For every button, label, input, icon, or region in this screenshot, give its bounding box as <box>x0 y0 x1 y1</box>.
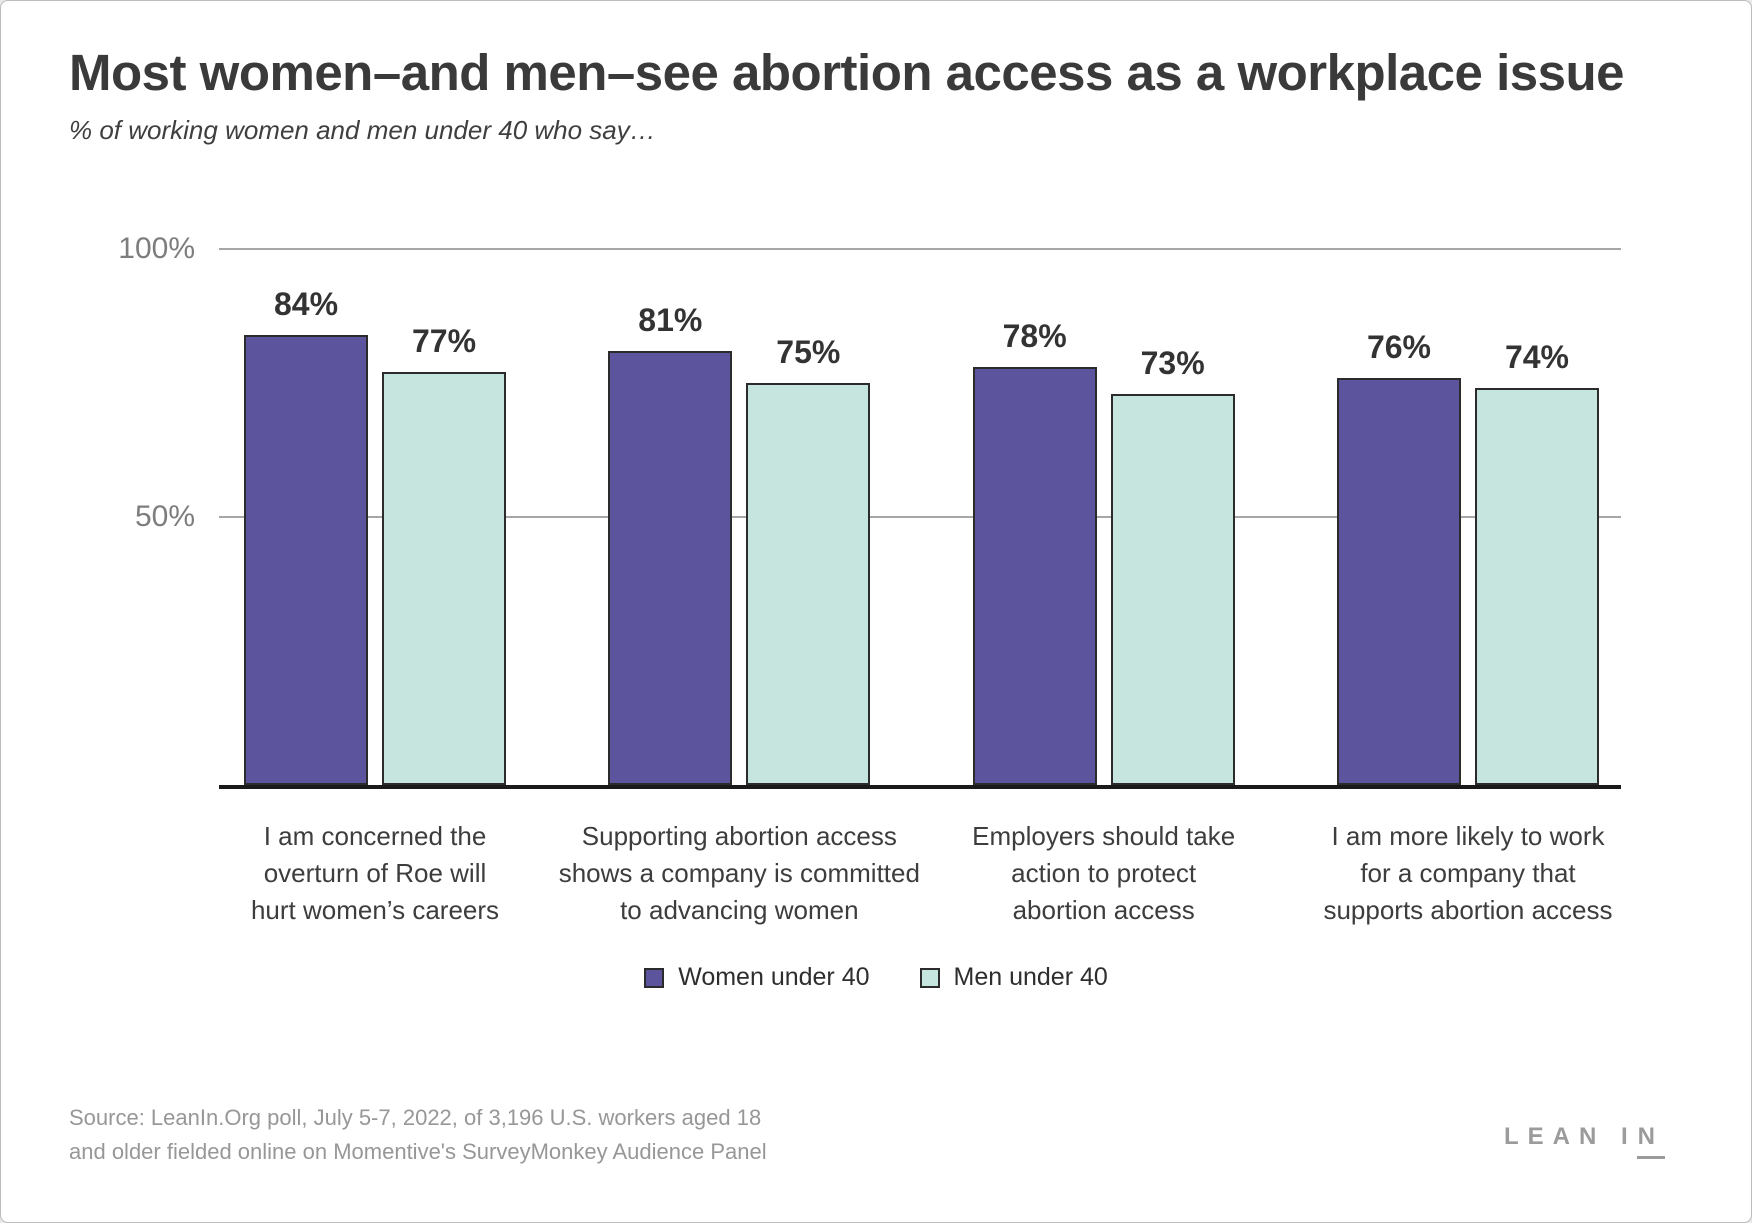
y-axis-tick-label: 100% <box>118 232 195 265</box>
category-label-line: to advancing women <box>620 895 859 925</box>
category-label <box>909 818 1299 929</box>
logo-underlined-letter: N <box>1637 1123 1665 1159</box>
legend-label: Women under 40 <box>678 963 870 991</box>
bar-women-under-40 <box>244 335 368 785</box>
source-line-1: Source: LeanIn.Org poll, July 5-7, 2022, of 3,196 U.S. workers aged 18 <box>69 1105 762 1130</box>
category-cell <box>1323 818 1613 933</box>
legend <box>1 963 1751 992</box>
category-label-line: Supporting abortion access <box>581 821 897 851</box>
bar-column-women-under-40 <box>608 249 732 785</box>
bar-column-men-under-40 <box>746 249 870 785</box>
category-label-line: overturn of Roe will <box>263 858 487 888</box>
bar-chart-plot-area <box>118 232 1621 789</box>
bar-value-label: 81% <box>638 301 703 338</box>
bar-column-women-under-40 <box>973 249 1097 785</box>
logo-text: LEAN I <box>1503 1123 1637 1150</box>
bar-column-men-under-40 <box>1475 249 1599 785</box>
category-label <box>180 818 570 929</box>
page-subtitle: % of working women and men under 40 who say… <box>69 115 656 145</box>
bar-women-under-40 <box>973 367 1097 785</box>
category-label-line: I am concerned the <box>263 821 487 851</box>
source-line-2: and older fielded online on Momentive's SurveyMonkey Audience Panel <box>69 1139 767 1164</box>
category-label-line: shows a company is committed <box>558 858 920 888</box>
bar-group <box>244 249 506 785</box>
bar-value-label: 78% <box>1002 317 1067 354</box>
bar-men-under-40 <box>1475 388 1599 785</box>
category-label-line: abortion access <box>1012 895 1195 925</box>
legend-swatch-men-under-40 <box>920 968 940 988</box>
legend-item-women-under-40 <box>644 963 869 992</box>
category-label-line: supports abortion access <box>1323 895 1613 925</box>
category-labels <box>219 818 1621 933</box>
bar-column-women-under-40 <box>1337 249 1461 785</box>
bar-value-label: 77% <box>411 323 477 360</box>
category-label-line: I am more likely to work <box>1331 821 1605 851</box>
category-cell <box>973 818 1235 933</box>
bar-groups <box>219 249 1621 785</box>
y-axis-tick-label: 50% <box>134 500 195 533</box>
category-cell <box>558 818 920 933</box>
category-label-line: for a company that <box>1360 858 1576 888</box>
category-label <box>1273 818 1663 929</box>
page-title: Most women–and men–see abortion access as a workplace issue <box>69 44 1624 101</box>
bar-group <box>973 249 1235 785</box>
category-label-line: action to protect <box>1011 858 1197 888</box>
bar-men-under-40 <box>746 383 870 785</box>
leanin-logo <box>1504 1123 1665 1151</box>
bar-women-under-40 <box>1337 378 1461 785</box>
bar-column-women-under-40 <box>244 249 368 785</box>
category-label-line: hurt women’s careers <box>250 895 500 925</box>
bar-value-label: 73% <box>1140 344 1205 381</box>
bar-value-label: 84% <box>273 285 339 322</box>
bar-group <box>1337 249 1599 785</box>
bar-men-under-40 <box>382 372 506 785</box>
bar-men-under-40 <box>1111 394 1235 785</box>
legend-item-men-under-40 <box>920 963 1108 992</box>
bar-value-label: 74% <box>1504 339 1570 376</box>
bar-column-men-under-40 <box>1111 249 1235 785</box>
bar-group <box>608 249 870 785</box>
category-label <box>544 818 934 929</box>
legend-swatch-women-under-40 <box>644 968 664 988</box>
source-note <box>69 1101 767 1169</box>
bar-value-label: 76% <box>1366 328 1432 365</box>
category-label-line: Employers should take <box>972 821 1236 851</box>
category-cell <box>244 818 506 933</box>
bar-value-label: 75% <box>776 334 841 370</box>
bar-column-men-under-40 <box>382 249 506 785</box>
bar-women-under-40 <box>608 351 732 785</box>
legend-label: Men under 40 <box>953 963 1108 991</box>
